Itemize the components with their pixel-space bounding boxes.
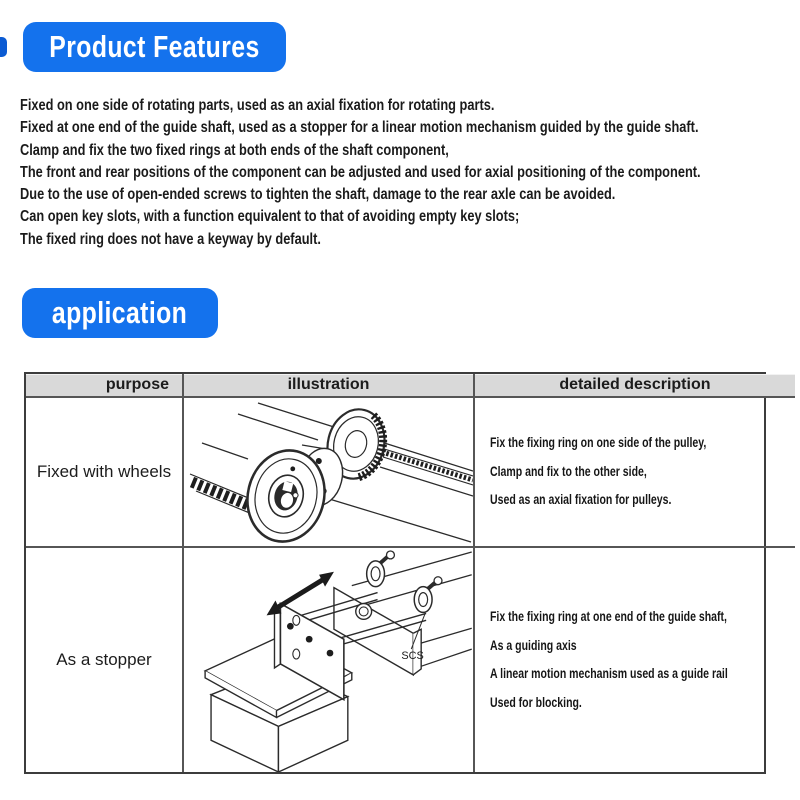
left-edge-accent-mark — [0, 37, 7, 57]
fixing-ring-a — [367, 551, 395, 587]
header-label: purpose — [105, 376, 169, 393]
table-row2-description — [475, 548, 795, 772]
application-badge-label: application — [52, 295, 188, 330]
purpose-label: Fixed with wheels — [36, 462, 172, 481]
description-line: Fix the fixing ring at one end of the guide shaft, — [490, 609, 727, 624]
description-line: A linear motion mechanism used as a guide rail — [490, 666, 728, 681]
table-header-illustration — [184, 374, 475, 398]
feature-line: Can open key slots, with a function equivalent to that of avoiding empty key slots; — [20, 208, 520, 226]
description-line: As a guiding axis — [490, 637, 577, 653]
pulley-belt-illustration — [184, 398, 473, 546]
stopper-mechanism-illustration — [184, 548, 473, 772]
application-badge — [22, 288, 218, 338]
header-label: illustration — [287, 376, 370, 393]
fixing-ring-b — [414, 577, 442, 613]
feature-line: Clamp and fix the two fixed rings at both ends of the shaft component, — [20, 141, 449, 159]
table-row2-illustration — [184, 548, 475, 772]
table-row2-purpose — [26, 548, 184, 772]
table-row1-purpose — [26, 398, 184, 548]
scs-label: SCS — [401, 650, 424, 663]
purpose-label: As a stopper — [56, 650, 152, 669]
feature-line: Due to the use of open-ended screws to tighten the shaft, damage to the rear axle can be avoided. — [20, 186, 616, 204]
table-header-detailed-description — [475, 374, 795, 398]
header-label: detailed description — [559, 376, 711, 393]
description-line: Used for blocking. — [490, 694, 582, 710]
feature-line: Fixed at one end of the guide shaft, used as a stopper for a linear motion mechanism guided by the guide shaft. — [20, 119, 699, 137]
description-line: Fix the fixing ring on one side of the pulley, — [490, 435, 707, 451]
table-row1-description — [475, 398, 795, 548]
product-features-badge — [23, 22, 286, 72]
description-line: Used as an axial fixation for pulleys. — [490, 492, 672, 508]
center-nut — [356, 604, 372, 620]
product-features-badge-label: Product Features — [49, 29, 260, 64]
application-table — [24, 372, 766, 774]
feature-line: Fixed on one side of rotating parts, used as an axial fixation for rotating parts. — [20, 97, 495, 114]
feature-line: The front and rear positions of the component can be adjusted and used for axial positioning of the component. — [20, 163, 701, 181]
feature-line: The fixed ring does not have a keyway by default. — [20, 230, 321, 248]
table-header-purpose — [26, 374, 184, 398]
table-row1-illustration — [184, 398, 475, 548]
feature-list — [20, 95, 800, 251]
description-line: Clamp and fix to the other side, — [490, 463, 647, 479]
